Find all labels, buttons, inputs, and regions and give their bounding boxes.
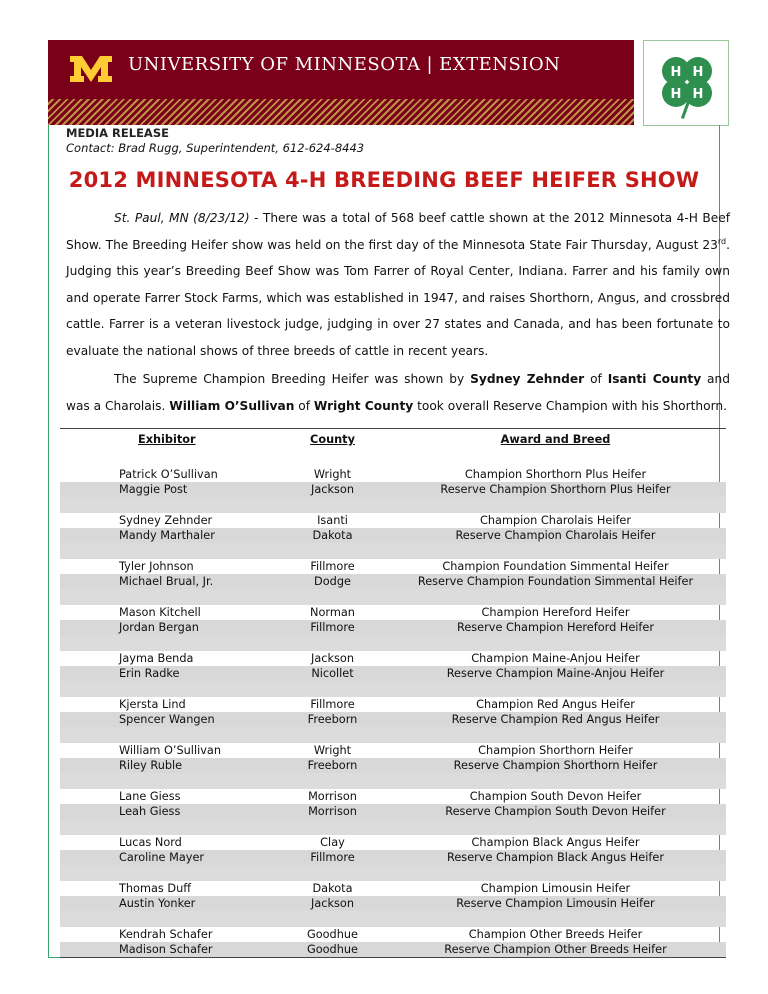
group-separator xyxy=(60,635,726,651)
table-row xyxy=(60,712,726,727)
county-cell: Nicollet xyxy=(311,667,354,680)
table-row xyxy=(60,482,726,497)
exhibitor-header: Exhibitor xyxy=(138,433,196,446)
exhibitor-cell: Mason Kitchell xyxy=(119,606,201,619)
award-cell: Reserve Champion Hereford Heifer xyxy=(457,621,654,634)
table-row xyxy=(60,559,726,574)
reserve-exhibitor: William O’Sullivan xyxy=(169,398,295,413)
county-cell: Jackson xyxy=(311,483,354,496)
exhibitor-cell: Patrick O’Sullivan xyxy=(119,468,218,481)
exhibitor-cell: Erin Radke xyxy=(119,667,180,680)
table-row xyxy=(60,651,726,666)
county-cell: Freeborn xyxy=(307,759,358,772)
award-header: Award and Breed xyxy=(500,433,611,446)
award-cell: Reserve Champion Maine-Anjou Heifer xyxy=(446,667,665,680)
award-cell: Champion Red Angus Heifer xyxy=(476,698,635,711)
exhibitor-cell: Austin Yonker xyxy=(119,897,196,910)
county-cell: Isanti xyxy=(317,514,348,527)
reserve-county: Wright County xyxy=(313,398,414,413)
group-separator xyxy=(60,773,726,789)
award-cell: Reserve Champion Charolais Heifer xyxy=(455,529,656,542)
exhibitor-cell: Lucas Nord xyxy=(119,836,182,849)
exhibitor-cell: Thomas Duff xyxy=(119,882,192,895)
county-cell: Wright xyxy=(313,744,352,757)
dateline: St. Paul, MN (8/23/12) xyxy=(114,211,250,225)
svg-text:H: H xyxy=(692,65,704,80)
banner-title: UNIVERSITY OF MINNESOTA | EXTENSION xyxy=(128,54,561,75)
county-cell: Goodhue xyxy=(306,928,359,941)
table-row xyxy=(60,896,726,911)
award-col xyxy=(385,433,726,446)
exhibitor-cell: Michael Brual, Jr. xyxy=(119,575,214,588)
group-separator xyxy=(60,819,726,835)
county-cell: Morrison xyxy=(308,790,357,803)
table-row xyxy=(60,605,726,620)
table-row xyxy=(60,513,726,528)
table-row xyxy=(60,881,726,896)
exhibitor-cell: Caroline Mayer xyxy=(119,851,205,864)
paragraph-champions xyxy=(66,366,730,419)
exhibitor-cell: Kendrah Schafer xyxy=(119,928,213,941)
champ-text-2: of xyxy=(584,372,608,386)
banner-stripes xyxy=(48,99,634,125)
university-m-logo xyxy=(68,54,114,84)
exhibitor-cell: Lane Giess xyxy=(119,790,181,803)
svg-text:H: H xyxy=(670,65,682,80)
extension-name: EXTENSION xyxy=(439,54,561,75)
table-row xyxy=(60,758,726,773)
group-separator xyxy=(60,589,726,605)
county-cell: Dodge xyxy=(314,575,351,588)
table-row xyxy=(60,467,726,482)
group-separator xyxy=(60,681,726,697)
table-row xyxy=(60,804,726,819)
table-row xyxy=(60,942,726,957)
exhibitor-cell: Kjersta Lind xyxy=(119,698,186,711)
intro-text-2: . Judging this year’s Breeding Beef Show was Tom Farrer of Royal Center, Indiana. Farrer and his family own and operate Farrer Stock Farms, which was established in 1947, and raises Shorthorn, Angus, and crossbred cattle. Farrer is a veteran livestock judge, judging in over 27 states and Canada, and has been fortunate to evaluate the national shows of three breeds of cattle in recent years. xyxy=(66,237,730,358)
exhibitor-cell: Sydney Zehnder xyxy=(119,514,213,527)
county-cell: Dakota xyxy=(312,882,353,895)
award-cell: Champion Hereford Heifer xyxy=(481,606,630,619)
date-suffix: rd xyxy=(717,236,727,246)
exhibitor-cell: Jayma Benda xyxy=(119,652,194,665)
award-cell: Champion South Devon Heifer xyxy=(469,790,642,803)
county-cell: Norman xyxy=(310,606,355,619)
group-separator xyxy=(60,911,726,927)
county-cell: Clay xyxy=(320,836,345,849)
exhibitor-cell: William O’Sullivan xyxy=(119,744,221,757)
group-separator xyxy=(60,543,726,559)
exhibitor-cell: Maggie Post xyxy=(119,483,188,496)
supreme-county: Isanti County xyxy=(607,372,702,386)
county-cell: Fillmore xyxy=(310,560,355,573)
award-cell: Champion Maine-Anjou Heifer xyxy=(471,652,640,665)
group-separator xyxy=(60,727,726,743)
intro-text-1: - There was a total of 568 beef cattle shown at the 2012 Minnesota 4-H Beef Show. The Breeding Heifer show was held on the first day of the Minnesota State Fair Thursday, August 23 xyxy=(66,211,730,252)
county-cell: Freeborn xyxy=(307,713,358,726)
exhibitor-col xyxy=(60,433,280,446)
exhibitor-cell: Madison Schafer xyxy=(119,943,213,956)
group-separator xyxy=(60,865,726,881)
county-cell: Goodhue xyxy=(306,943,359,956)
county-cell: Dakota xyxy=(312,529,353,542)
award-cell: Champion Foundation Simmental Heifer xyxy=(442,560,669,573)
award-cell: Champion Shorthorn Plus Heifer xyxy=(464,468,647,481)
headline: 2012 MINNESOTA 4-H BREEDING BEEF HEIFER SHOW xyxy=(68,168,700,192)
table-row xyxy=(60,743,726,758)
table-row xyxy=(60,927,726,942)
county-cell: Wright xyxy=(313,468,352,481)
table-row xyxy=(60,574,726,589)
extension-banner xyxy=(48,40,634,125)
county-cell: Fillmore xyxy=(310,621,355,634)
table-row xyxy=(60,697,726,712)
exhibitor-cell: Tyler Johnson xyxy=(119,560,194,573)
award-cell: Champion Black Angus Heifer xyxy=(471,836,640,849)
university-name: UNIVERSITY OF MINNESOTA xyxy=(128,54,421,75)
award-cell: Reserve Champion Black Angus Heifer xyxy=(447,851,664,864)
county-col xyxy=(280,433,385,446)
award-cell: Reserve Champion Other Breeds Heifer xyxy=(444,943,667,956)
county-cell: Jackson xyxy=(311,897,354,910)
county-cell: Fillmore xyxy=(310,698,355,711)
award-cell: Reserve Champion Shorthorn Plus Heifer xyxy=(440,483,671,496)
supreme-exhibitor: Sydney Zehnder xyxy=(470,372,585,386)
award-cell: Champion Shorthorn Heifer xyxy=(478,744,633,757)
table-row xyxy=(60,620,726,635)
county-cell: Jackson xyxy=(311,652,354,665)
contact-line: Contact: Brad Rugg, Superintendent, 612-624-8443 xyxy=(66,141,365,155)
award-cell: Reserve Champion Foundation Simmental Heifer xyxy=(417,575,694,588)
exhibitor-cell: Mandy Marthaler xyxy=(119,529,215,542)
county-cell: Fillmore xyxy=(310,851,355,864)
media-release-label: MEDIA RELEASE xyxy=(66,126,169,140)
award-cell: Champion Other Breeds Heifer xyxy=(468,928,643,941)
county-header: County xyxy=(310,433,355,446)
award-cell: Champion Charolais Heifer xyxy=(479,514,632,527)
svg-text:H: H xyxy=(692,87,704,102)
results-table xyxy=(60,428,726,958)
table-row xyxy=(60,835,726,850)
group-separator xyxy=(60,497,726,513)
paragraph-intro xyxy=(66,205,730,365)
award-cell: Champion Limousin Heifer xyxy=(480,882,631,895)
table-header xyxy=(60,429,726,467)
exhibitor-cell: Riley Ruble xyxy=(119,759,183,772)
table-row xyxy=(60,850,726,865)
four-h-logo-box xyxy=(643,40,729,126)
award-cell: Reserve Champion Limousin Heifer xyxy=(456,897,655,910)
award-cell: Reserve Champion Shorthorn Heifer xyxy=(453,759,658,772)
exhibitor-cell: Spencer Wangen xyxy=(119,713,215,726)
four-h-clover-icon xyxy=(644,41,728,125)
table-row xyxy=(60,789,726,804)
svg-text:H: H xyxy=(670,87,682,102)
champ-text-1: The Supreme Champion Breeding Heifer was shown by xyxy=(114,372,471,386)
exhibitor-cell: Leah Giess xyxy=(119,805,181,818)
award-cell: Reserve Champion South Devon Heifer xyxy=(445,805,666,818)
champ-text-3: and was a Charolais. xyxy=(66,372,730,413)
table-row xyxy=(60,666,726,681)
award-cell: Reserve Champion Red Angus Heifer xyxy=(451,713,660,726)
table-row xyxy=(60,528,726,543)
table-body xyxy=(60,467,726,957)
exhibitor-cell: Jordan Bergan xyxy=(119,621,199,634)
county-cell: Morrison xyxy=(308,805,357,818)
champ-text-5: took overall Reserve Champion with his Shorthorn. xyxy=(413,398,727,413)
champ-text-4: of xyxy=(294,398,314,413)
